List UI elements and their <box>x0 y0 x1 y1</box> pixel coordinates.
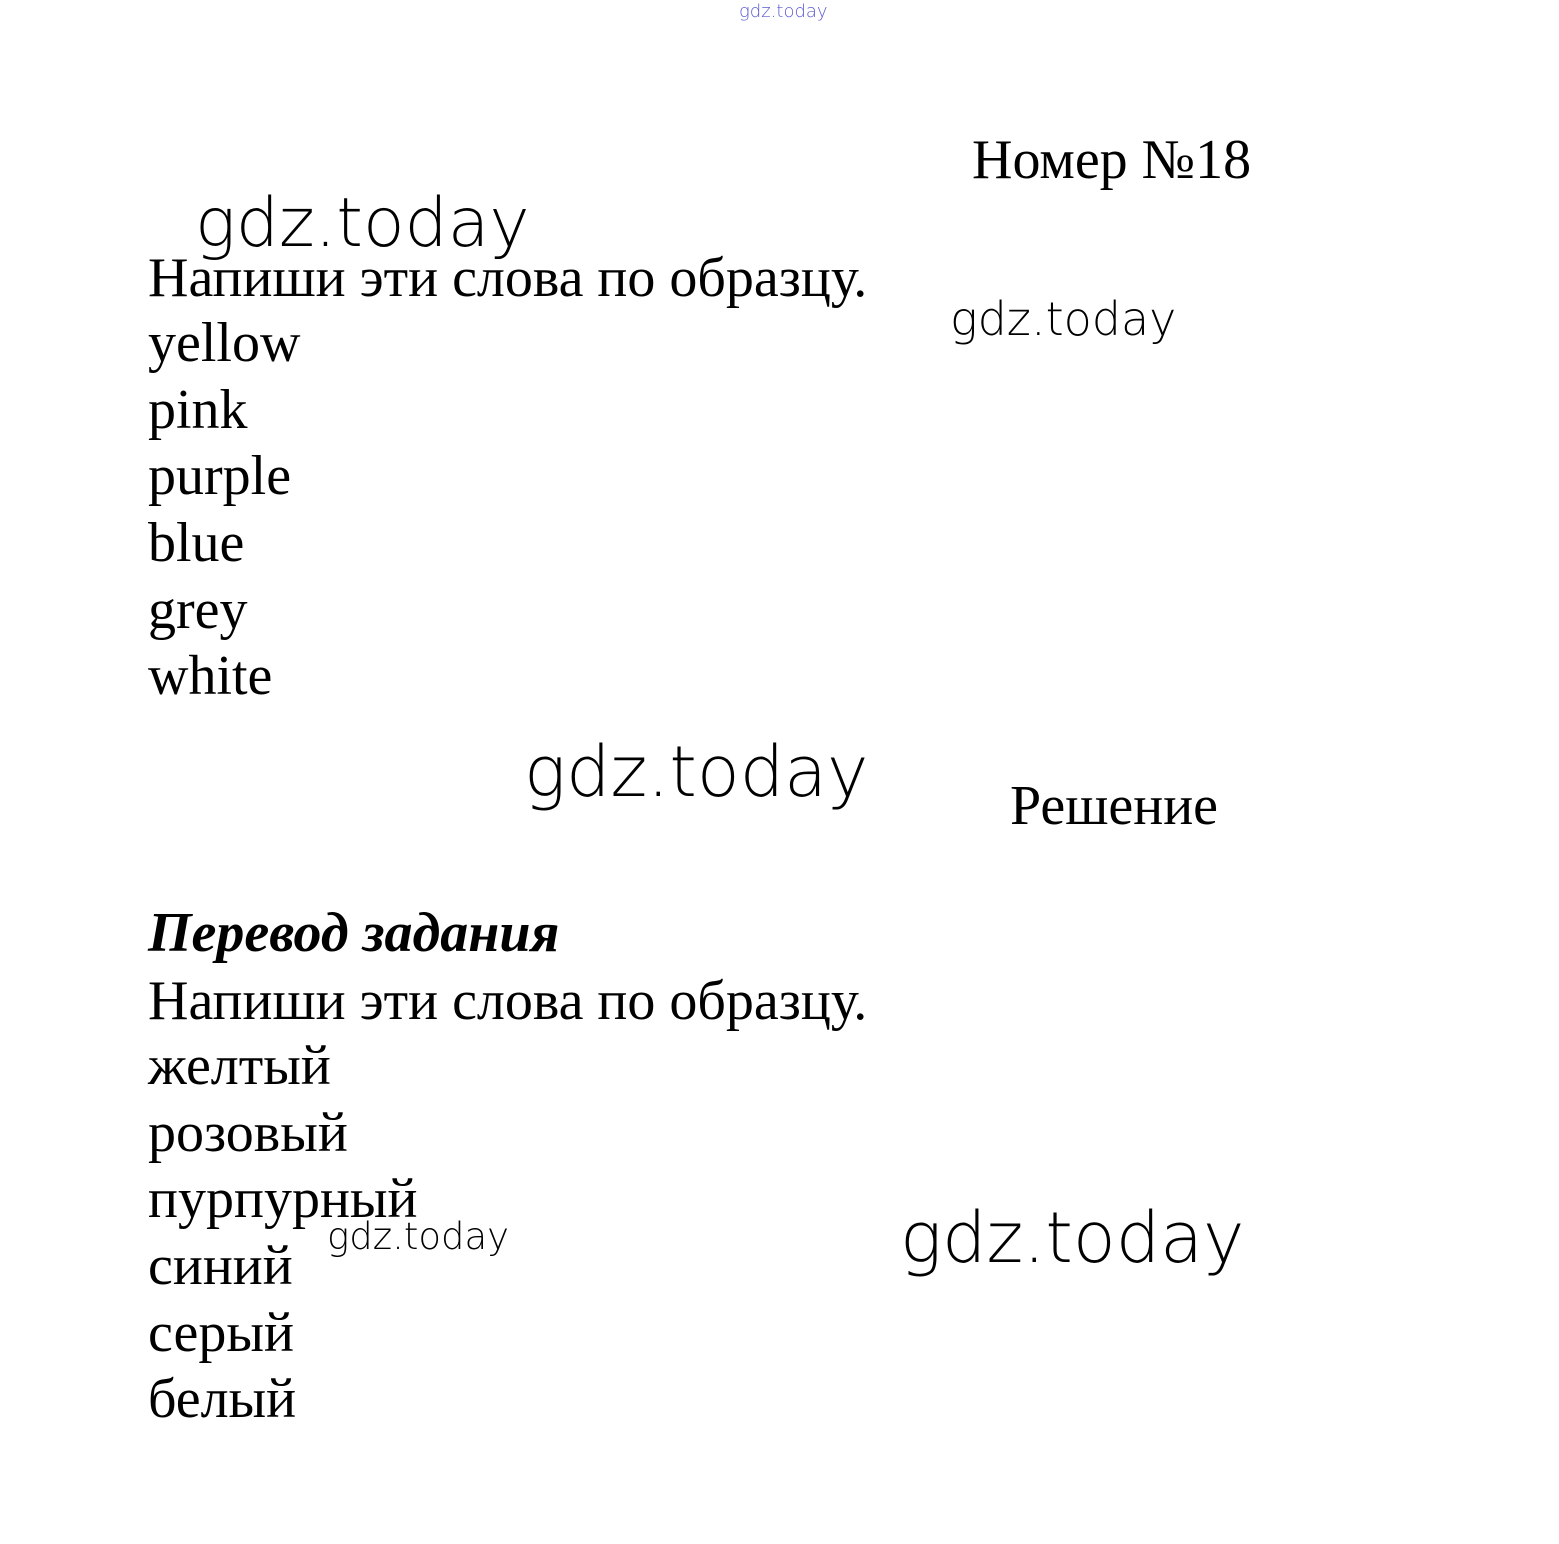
word-item: white <box>148 645 273 708</box>
word-item: blue <box>148 512 245 575</box>
word-item: синий <box>148 1235 293 1298</box>
word-item: pink <box>148 378 248 441</box>
watermark: gdz.today <box>950 292 1177 346</box>
word-item: purple <box>148 445 292 508</box>
word-item: yellow <box>148 312 301 374</box>
task-number-title: Номер №18 <box>972 129 1252 191</box>
english-word-list <box>148 310 300 710</box>
word-item: grey <box>148 578 248 641</box>
word-item: белый <box>148 1368 297 1431</box>
watermark: gdz.today <box>900 1197 1245 1279</box>
translation-heading: Перевод задания <box>148 902 560 964</box>
task-instruction: Напиши эти слова по образцу. <box>148 247 868 309</box>
watermark: gdz.today <box>524 731 869 813</box>
solution-label: Решение <box>1010 775 1219 837</box>
watermark: gdz.today <box>195 184 530 263</box>
watermark: gdz.today <box>327 1215 510 1258</box>
translation-instruction: Напиши эти слова по образцу. <box>148 970 868 1032</box>
top-watermark: gdz.today <box>739 1 828 22</box>
word-item: пурпурный <box>148 1168 418 1231</box>
word-item: розовый <box>148 1101 348 1164</box>
word-item: серый <box>148 1301 294 1364</box>
word-item: желтый <box>148 1035 331 1097</box>
